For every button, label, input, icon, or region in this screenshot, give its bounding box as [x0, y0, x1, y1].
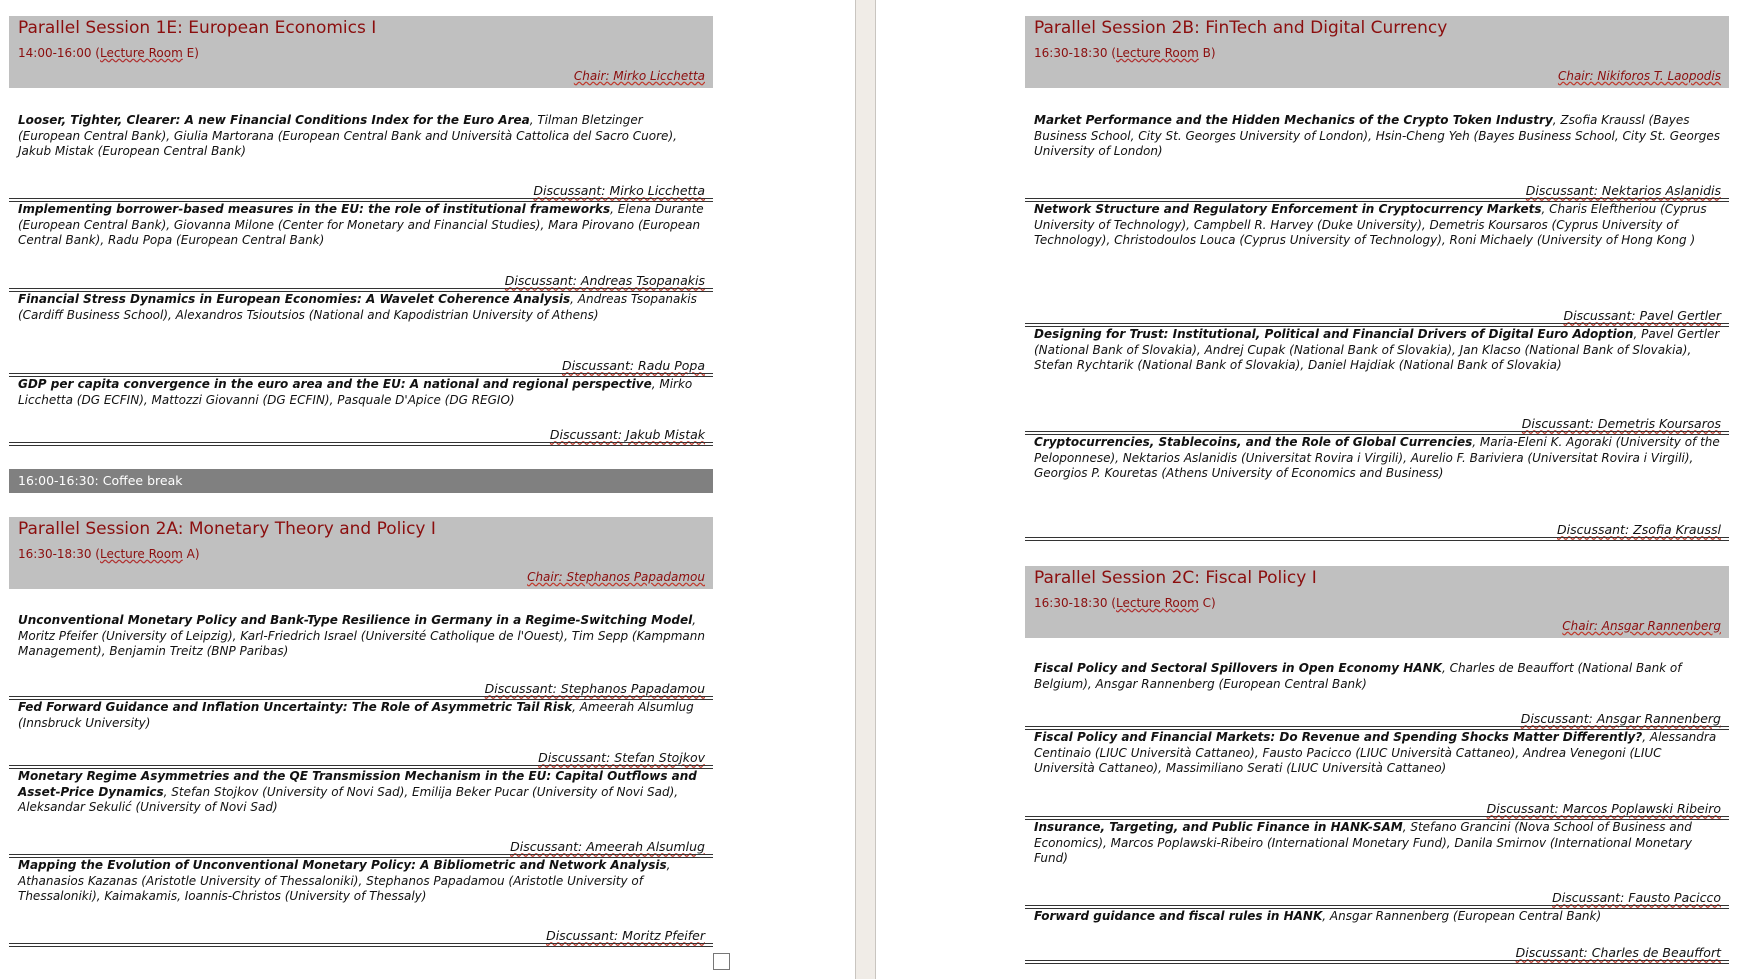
- session-header-1e: [9, 16, 713, 88]
- paper-entry: Financial Stress Dynamics in European Economies: A Wavelet Coherence Analysis, Andreas Tsopanakis (Cardiff Business School), Alexandros Tsioutsios (National and Kapodistrian University of Athens): [18, 292, 697, 322]
- paper-entry: Fiscal Policy and Sectoral Spillovers in Open Economy HANK, Charles de Beauffort (National Bank of Belgium), Ansgar Rannenberg (European Central Bank): [1034, 661, 1682, 691]
- paper-entry: Forward guidance and fiscal rules in HANK, Ansgar Rannenberg (European Central Bank): [1034, 909, 1602, 923]
- session-chair: Chair: Nikiforos T. Laopodis: [1557, 69, 1721, 83]
- session-title: Parallel Session 2C: Fiscal Policy I: [1034, 568, 1317, 588]
- session-time: 16:30-18:30 (Lecture Room C): [1034, 596, 1216, 610]
- discussant: Discussant: Mirko Licchetta: [533, 183, 705, 198]
- discussant: Discussant: Marcos Poplawski Ribeiro: [1486, 801, 1721, 816]
- discussant: Discussant: Ansgar Rannenberg: [1520, 711, 1721, 726]
- session-title: Parallel Session 2B: FinTech and Digital Currency: [1034, 18, 1448, 38]
- session-title: Parallel Session 1E: European Economics I: [18, 18, 377, 38]
- discussant: Discussant: Nektarios Aslanidis: [1525, 183, 1721, 198]
- divider: [9, 943, 713, 947]
- discussant: Discussant: Moritz Pfeifer: [546, 928, 705, 943]
- session-time: 16:30-18:30 (Lecture Room A): [18, 547, 200, 561]
- paper-entry: GDP per capita convergence in the euro area and the EU: A national and regional perspective, Mirko Licchetta (DG ECFIN), Mattozzi Giovanni (DG ECFIN), Pasquale D'Apice (DG REGIO): [18, 377, 693, 407]
- paper-entry: Cryptocurrencies, Stablecoins, and the Role of Global Currencies, Maria-Eleni K. Agoraki (University of the Peloponnese), Nektarios Aslanidis (Universitat Rovira i Virgili), Aurelio F. Bariviera (Universitat Rovira i Virgili), Georgios P. Kouretas (Athens University of Economics and Business): [1034, 435, 1720, 480]
- discussant: Discussant: Zsofia Kraussl: [1557, 522, 1721, 537]
- session-chair: Chair: Stephanos Papadamou: [527, 570, 705, 584]
- discussant: Discussant: Pavel Gertler: [1563, 308, 1721, 323]
- session-chair: Chair: Ansgar Rannenberg: [1562, 619, 1721, 633]
- paper-entry: Market Performance and the Hidden Mechanics of the Crypto Token Industry, Zsofia Kraussl (Bayes Business School, City St. Georges University of London), Hsin-Cheng Yeh (Bayes Business School, City St. Georges University of London): [1034, 113, 1721, 158]
- paper-entry: Fed Forward Guidance and Inflation Uncertainty: The Role of Asymmetric Tail Risk, Ameerah Alsumlug (Innsbruck University): [18, 700, 694, 730]
- paper-entry: Unconventional Monetary Policy and Bank-Type Resilience in Germany in a Regime-Switching Model, Moritz Pfeifer (University of Leipzig), Karl-Friedrich Israel (Université Catholique de l'Ouest), Tim Sepp (Kampmann Management), Benjamin Treitz (BNP Paribas): [18, 613, 705, 658]
- paper-entry: Mapping the Evolution of Unconventional Monetary Policy: A Bibliometric and Network Analysis, Athanasios Kazanas (Aristotle University of Thessaloniki), Stephanos Papadamou (Aristotle University of Thessaloniki), Kaimakamis, Ioannis-Christos (University of Thessaly): [18, 858, 671, 903]
- discussant: Discussant: Radu Popa: [561, 358, 705, 373]
- paper-entry: Looser, Tighter, Clearer: A new Financial Conditions Index for the Euro Area, Tilman Bletzinger (European Central Bank), Giulia Martorana (European Central Bank and Università Cattolica del Sacro Cuore), Jakub Mistak (European Central Bank): [18, 113, 677, 158]
- session-time: 14:00-16:00 (Lecture Room E): [18, 46, 199, 60]
- divider: [1025, 960, 1729, 964]
- discussant: Discussant: Andreas Tsopanakis: [504, 273, 705, 288]
- session-time: 16:30-18:30 (Lecture Room B): [1034, 46, 1216, 60]
- paper-entry: Insurance, Targeting, and Public Finance in HANK-SAM, Stefano Grancini (Nova School of Business and Economics), Marcos Poplawski-Ribeiro (International Monetary Fund), Danila Smirnov (International Monetary Fund): [1034, 820, 1692, 865]
- page-gap-border-right: [875, 0, 876, 979]
- paper-entry: Network Structure and Regulatory Enforcement in Cryptocurrency Markets, Charis Eleftheriou (Cyprus University of Technology), Campbell R. Harvey (Duke University), Demetris Koursaros (Cyprus University of Technology), Christodoulos Louca (Cyprus University of Technology), Roni Michaely (University of Hong Kong ): [1034, 202, 1707, 247]
- divider: [1025, 537, 1729, 541]
- discussant: Discussant: Charles de Beauffort: [1515, 945, 1721, 960]
- paper-entry: Implementing borrower-based measures in the EU: the role of institutional frameworks, Elena Durante (European Central Bank), Giovanna Milone (Center for Monetary and Financial Studies), Mara Pirovano (European Central Bank), Radu Popa (European Central Bank): [18, 202, 704, 247]
- session-title: Parallel Session 2A: Monetary Theory and Policy I: [18, 519, 436, 539]
- discussant: Discussant: Demetris Koursaros: [1521, 416, 1721, 431]
- page-gap-border-left: [855, 0, 856, 979]
- discussant: Discussant: Jakub Mistak: [549, 427, 705, 442]
- discussant: Discussant: Fausto Pacicco: [1552, 890, 1721, 905]
- discussant: Discussant: Ameerah Alsumlug: [510, 839, 705, 854]
- discussant: Discussant: Stephanos Papadamou: [484, 681, 705, 696]
- paper-entry: Designing for Trust: Institutional, Political and Financial Drivers of Digital Euro Adoption, Pavel Gertler (National Bank of Slovakia), Andrej Cupak (National Bank of Slovakia), Jan Klacso (National Bank of Slovakia), Stefan Rychtarik (National Bank of Slovakia), Daniel Hajdiak (National Bank of Slovakia): [1034, 327, 1720, 372]
- page-gap: [855, 0, 876, 979]
- session-header-2a: [9, 517, 713, 589]
- paper-entry: Fiscal Policy and Financial Markets: Do Revenue and Spending Shocks Matter Differently?, Alessandra Centinaio (LIUC Università Cattaneo), Fausto Pacicco (LIUC Università Cattaneo), Andrea Venegoni (LIUC Università Cattaneo), Massimiliano Serati (LIUC Università Cattaneo): [1034, 730, 1717, 775]
- session-chair: Chair: Mirko Licchetta: [573, 69, 705, 83]
- coffee-break-bar: [9, 469, 713, 493]
- session-header-2b: [1025, 16, 1729, 88]
- discussant: Discussant: Stefan Stojkov: [538, 750, 705, 765]
- paper-entry: Monetary Regime Asymmetries and the QE Transmission Mechanism in the EU: Capital Outflows and Asset-Price Dynamics, Stefan Stojkov (University of Novi Sad), Emilija Beker Pucar (University of Novi Sad), Aleksandar Sekulić (University of Novi Sad): [18, 769, 697, 814]
- session-header-2c: [1025, 566, 1729, 638]
- coffee-break-label: 16:00-16:30: Coffee break: [18, 473, 183, 488]
- table-resize-handle[interactable]: [713, 953, 730, 970]
- divider: [9, 442, 713, 446]
